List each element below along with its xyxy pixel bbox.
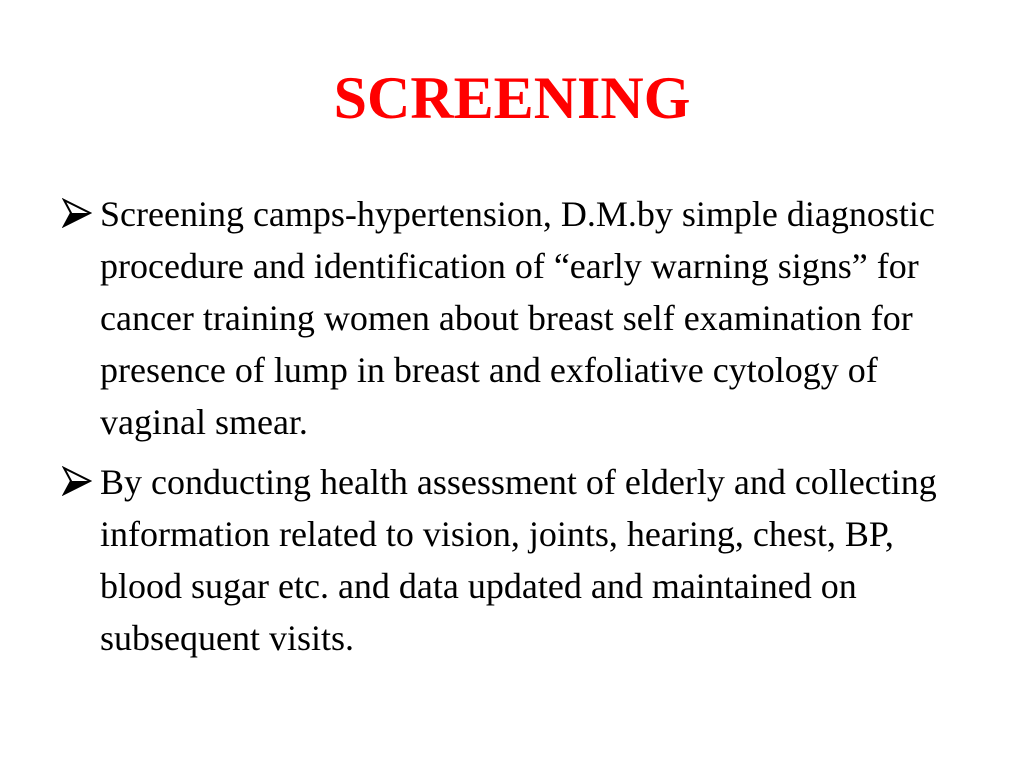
slide-title: SCREENING: [333, 65, 691, 131]
arrowhead-bullet-icon: [62, 188, 96, 240]
arrowhead-bullet-icon: [62, 456, 96, 508]
bullet-text-2: By conducting health assessment of elderly and collecting information related to vision, joints, hearing, chest, BP, blood sugar etc. and data updated and maintained on subsequent visits.: [100, 462, 937, 658]
bullet-item-2: [62, 456, 962, 664]
bullet-text-1: Screening camps-hypertension, D.M.by simple diagnostic procedure and identification of “early warning signs” for cancer training women about breast self examination for presence of lump in breast and exfoliative cytology of vaginal smear.: [100, 194, 935, 442]
bullet-list: [62, 188, 962, 672]
bullet-item-1: [62, 188, 962, 448]
